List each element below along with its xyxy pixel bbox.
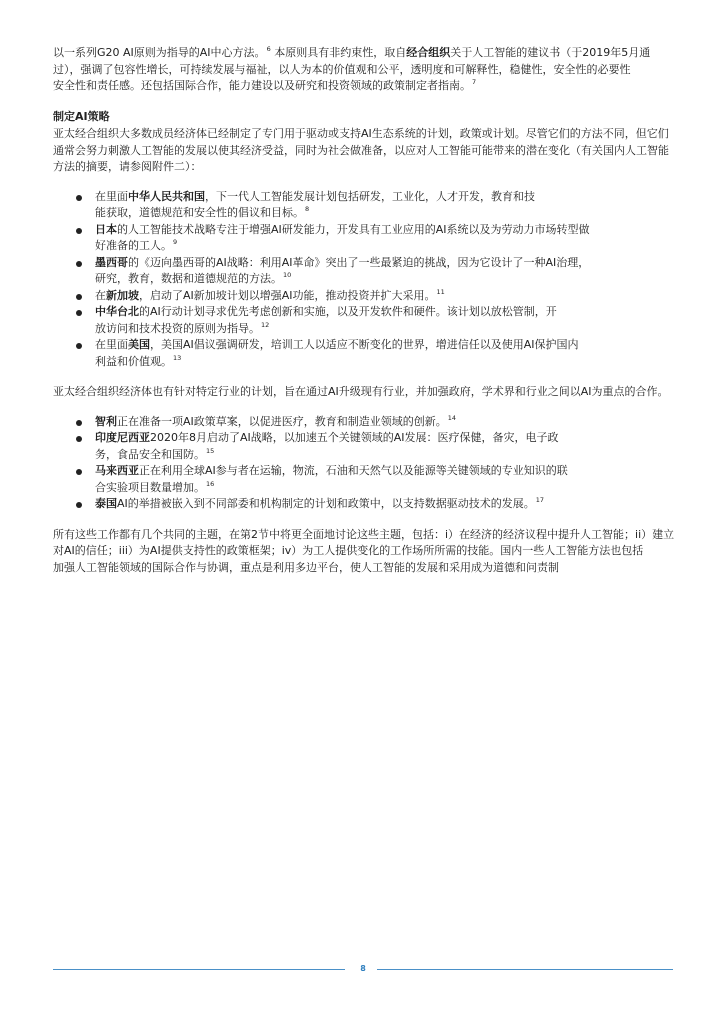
bullet-icon [76,310,82,316]
bullet-icon [76,436,82,442]
intro-text-4: 安全性和责任感。还包括国际合作，能力建设以及研究和投资领域的政策制定者指南。 [53,79,471,92]
footnote-ref[interactable]: 10 [283,271,292,280]
bullet-icon [76,343,82,349]
footer-rule-left [53,969,345,970]
section-paragraph: 亚太经合组织大多数成员经济体已经制定了专门用于驱动或支持AI生态系统的计划，政策或计划。尽管它们的方法不同，但它们通常会努力刺激人工智能的发展以使其经济受益，同时为社会做准备，以应对人工智能可能带来的潜在变化（有关国内人工智能方法的摘要，请参阅附件二）： [53,127,669,173]
section-heading: 制定AI策略 [53,109,110,123]
intro-text-1: 以一系列G20 AI原则为指导的AI中心方法。 [53,46,266,59]
footnote-ref[interactable]: 17 [535,496,545,505]
page-body [53,45,675,576]
list-item: 在新加坡，启动了AI新加坡计划以增强AI功能，推动投资并扩大采用。$^{11}$ [53,288,675,305]
sector-paragraph: 亚太经合组织经济体也有针对特定行业的计划，旨在通过AI升级现有行业，并加强政府，学术界和行业之间以AI为重点的合作。 [53,385,669,398]
bullet-icon [76,228,82,234]
page-footer [53,962,673,976]
list-item: 墨西哥的《迈向墨西哥的AI战略：利用AI革命》突出了一些最紧迫的挑战，因为它设计了一种AI治理， 研究，教育，数据和道德规范的方法。$^{10}$ [53,255,675,288]
oecd-bold: 经合组织 [406,46,451,59]
list-item: 中华台北的AI行动计划寻求优先考虑创新和实施，以及开发软件和硬件。该计划以放松管制，开 放访问和技术投资的原则为指导。$^{12}$ [53,304,675,337]
intro-text-3: 关于人工智能的建议书（于2019年5月通过），强调了包容性增长，可持续发展与福祉，以人为本的价值观和公平，透明度和可解释性，稳健性，安全性的必要性 [53,46,651,76]
list-item: 在里面中华人民共和国，下一代人工智能发展计划包括研发，工业化，人才开发，教育和技 能获取，道德规范和安全性的倡议和目标。$^8$ [53,189,675,222]
bullet-icon [76,469,82,475]
bullet-icon [76,294,82,300]
footnote-ref[interactable]: 9 [173,238,178,247]
footer-rule-right [377,969,673,970]
sector-strategy-list [53,414,675,513]
footnote-ref[interactable]: 15 [206,446,215,455]
footnote-ref[interactable]: 8 [305,205,310,214]
page-number: 8 [360,964,366,973]
bullet-icon [76,195,82,201]
footnote-ref[interactable]: 11 [436,287,445,296]
bullet-icon [76,502,82,508]
intro-paragraph [53,45,675,78]
bullet-icon [76,420,82,426]
footnote-ref[interactable]: 12 [261,320,270,329]
list-item: 泰国AI的举措被嵌入到不同部委和机构制定的计划和政策中，以支持数据驱动技术的发展。$^{17}$ [53,496,675,513]
footnote-ref[interactable]: 16 [206,479,215,488]
intro-paragraph-2 [53,78,675,95]
list-item: 日本的人工智能技术战略专注于增强AI研发能力，开发具有工业应用的AI系统以及为劳动力市场转型做 好准备的工人。$^9$ [53,222,675,255]
list-item: 在里面美国，美国AI倡议强调研发，培训工人以适应不断变化的世界，增进信任以及使用AI保护国内 利益和价值观。$^{13}$ [53,337,675,370]
list-item: 智利正在准备一项AI政策草案，以促进医疗，教育和制造业领域的创新。$^{14}$ [53,414,675,431]
footnote-ref[interactable]: 13 [173,353,182,362]
bullet-icon [76,261,82,267]
list-item: 马来西亚正在利用全球AI参与者在运输，物流，石油和天然气以及能源等关键领域的专业知识的联 合实验项目数量增加。$^{16}$ [53,463,675,496]
footnote-ref[interactable]: 14 [447,413,457,422]
national-strategy-list [53,189,675,371]
list-item: 印度尼西亚2020年8月启动了AI战略，以加速五个关键领域的AI发展：医疗保健，备灾，电子政 务，食品安全和国防。$^{15}$ [53,430,675,463]
footnote-ref[interactable]: 6 [266,45,271,54]
cooperation-paragraph: 加强人工智能领域的国际合作与协调，重点是利用多边平台，使人工智能的发展和采用成为道德和问责制 [53,560,559,574]
themes-paragraph: 所有这些工作都有几个共同的主题，在第2节中将更全面地讨论这些主题，包括：i）在经济的经济议程中提升人工智能；ii）建立对AI的信任；iii）为AI提供支持性的政策框架；iv）为工人提供变化的工作场所所需的技能。国内一些人工智能方法也包括 [53,527,675,557]
footnote-ref[interactable]: 7 [472,78,477,87]
intro-text-2: 本原则具有非约束性，取自 [270,46,407,59]
